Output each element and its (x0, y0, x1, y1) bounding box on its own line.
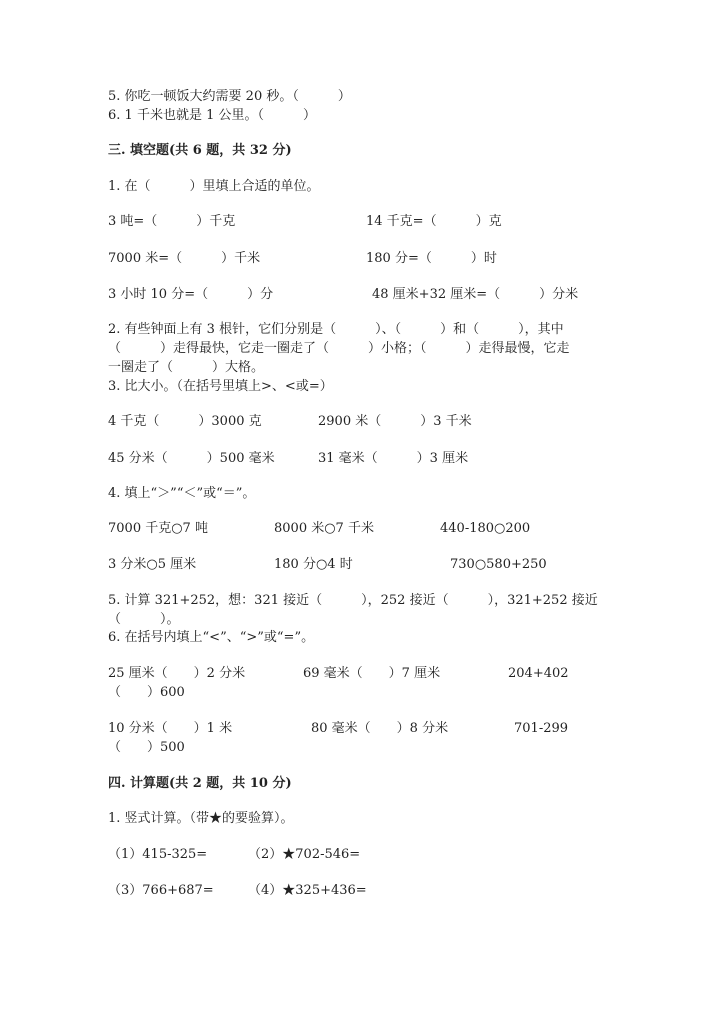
s3-q2-line1: 2. 有些钟面上有 3 根针，它们分别是（ ）、（ ）和（ ），其中 (108, 322, 564, 337)
s3-q6-stem: 6. 在括号内填上“<”、“>”或“=”。 (108, 630, 315, 645)
s4-q1-item1: （1）415-325= (108, 847, 208, 862)
s3-q3-r1a: 4 千克（ ）3000 克 (108, 414, 262, 429)
s3-q1-r1a: 3 吨=（ ）千克 (108, 214, 236, 229)
s3-q2-line3: 一圈走了（ ）大格。 (108, 360, 265, 375)
s4-q1-item3: （3）766+687= (108, 883, 214, 898)
s3-q6-r2d: （ ）500 (108, 740, 185, 755)
s3-q6-r2b: 80 毫米（ ）8 分米 (311, 721, 449, 736)
s3-q4-r1b: 8000 米○7 千米 (274, 521, 374, 536)
s3-q5-line1: 5. 计算 321+252，想：321 接近（ ），252 接近（ ），321+252 接近 (108, 593, 598, 608)
judge-q5: 5. 你吃一顿饭大约需要 20 秒。（ ） (108, 89, 351, 104)
s3-q4-r1c: 440-180○200 (440, 521, 531, 536)
s3-q3-r2a: 45 分米（ ）500 毫米 (108, 451, 275, 466)
s3-q5-line2: （ ）。 (108, 612, 180, 627)
section3-title: 三. 填空题(共 6 题，共 32 分) (108, 143, 292, 158)
s3-q1-r3b: 48 厘米+32 厘米=（ ）分米 (372, 287, 579, 302)
s3-q6-r2a: 10 分米（ ）1 米 (108, 721, 233, 736)
s3-q6-r1c: 204+402 (508, 666, 569, 681)
s3-q3-r2b: 31 毫米（ ）3 厘米 (318, 451, 469, 466)
s4-q1-stem: 1. 竖式计算。（带★的要验算）。 (108, 811, 294, 826)
s3-q1-r2b: 180 分=（ ）时 (366, 251, 497, 266)
s4-q1-item2: （2）★702-546= (248, 847, 361, 862)
judge-q6: 6. 1 千米也就是 1 公里。（ ） (108, 108, 316, 123)
s3-q6-r1a: 25 厘米（ ）2 分米 (108, 666, 246, 681)
s3-q4-r2b: 180 分○4 时 (274, 557, 353, 572)
s3-q1-r2a: 7000 米=（ ）千米 (108, 251, 261, 266)
s3-q3-stem: 3. 比大小。（在括号里填上>、<或=） (108, 379, 333, 394)
s3-q4-r2c: 730○580+250 (450, 557, 547, 572)
s3-q4-r2a: 3 分米○5 厘米 (108, 557, 197, 572)
s3-q3-r1b: 2900 米（ ）3 千米 (318, 414, 472, 429)
s3-q4-stem: 4. 填上“＞”“＜”或“＝”。 (108, 486, 256, 501)
s4-q1-item4: （4）★325+436= (248, 883, 367, 898)
section4-title: 四. 计算题(共 2 题，共 10 分) (108, 776, 292, 791)
s3-q1-stem: 1. 在（ ）里填上合适的单位。 (108, 179, 320, 194)
s3-q6-r2c: 701-299 (514, 721, 569, 736)
s3-q6-r1b: 69 毫米（ ）7 厘米 (303, 666, 441, 681)
s3-q4-r1a: 7000 千克○7 吨 (108, 521, 208, 536)
s3-q6-r1d: （ ）600 (108, 685, 185, 700)
s3-q1-r3a: 3 小时 10 分=（ ）分 (108, 287, 274, 302)
s3-q2-line2: （ ）走得最快，它走一圈走了（ ）小格；（ ）走得最慢，它走 (108, 341, 570, 356)
s3-q1-r1b: 14 千克=（ ）克 (366, 214, 502, 229)
